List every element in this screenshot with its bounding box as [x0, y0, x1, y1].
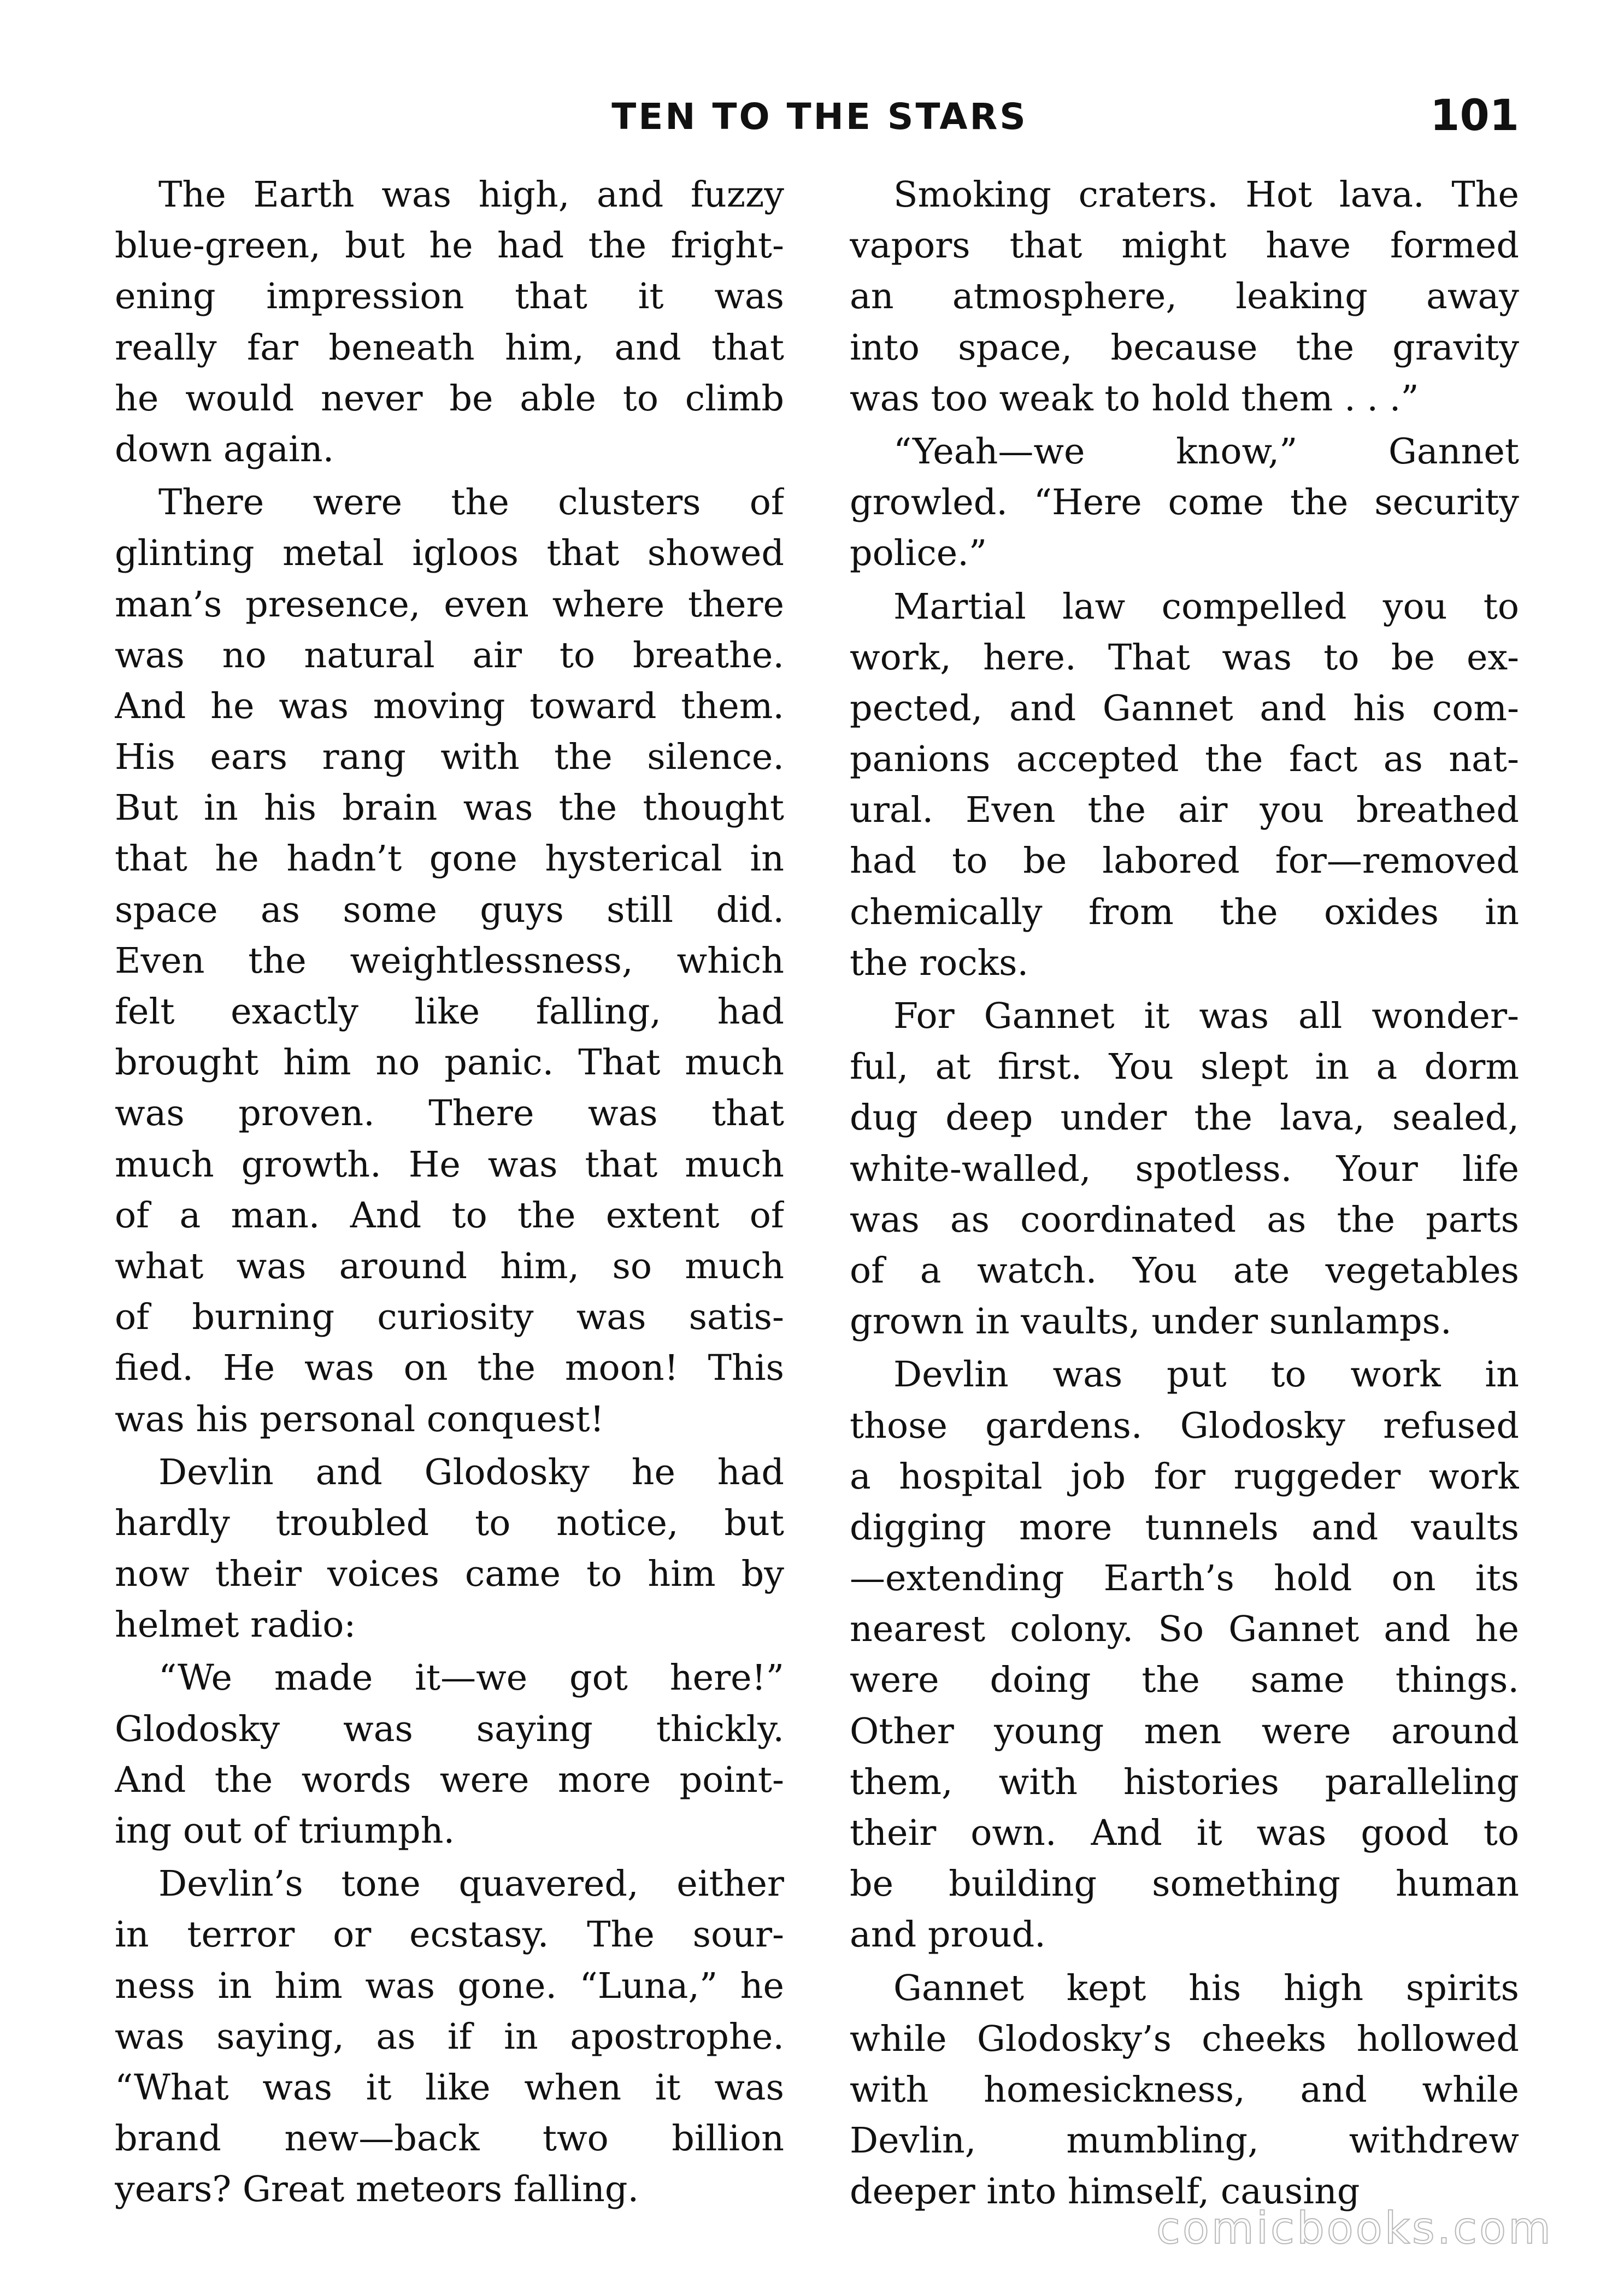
text-line: grown in vaults, under sunlamps.: [850, 1301, 1452, 1343]
right-column-paragraph: [850, 1963, 1519, 2218]
running-head: [120, 91, 1519, 150]
text-line: chemically from the oxides in: [850, 891, 1519, 933]
text-line: Devlin was put to work in: [893, 1354, 1519, 1396]
text-line: blue-green, but he had the fright-: [115, 225, 784, 267]
right-column-paragraph: [850, 991, 1519, 1347]
text-line: panions accepted the fact as nat-: [850, 739, 1519, 780]
left-column-paragraph: [115, 1652, 784, 1856]
text-line: of burning curiosity was satis-: [115, 1297, 784, 1338]
text-line: now their voices came to him by: [115, 1554, 784, 1595]
text-line: what was around him, so much: [115, 1245, 784, 1287]
text-line: helmet radio:: [115, 1604, 356, 1646]
text-line: fied. He was on the moon! This: [115, 1348, 784, 1389]
text-line: their own. And it was good to: [850, 1813, 1519, 1854]
text-line: years? Great meteors falling.: [115, 2169, 639, 2210]
right-column-paragraph: [850, 169, 1519, 424]
text-line: hardly troubled to notice, but: [115, 1502, 784, 1544]
text-line: glinting metal igloos that showed: [115, 533, 784, 574]
text-line: was proven. There was that: [115, 1093, 784, 1134]
right-column: [850, 169, 1519, 2220]
text-line: brought him no panic. That much: [115, 1042, 784, 1084]
text-line: nearest colony. So Gannet and he: [850, 1609, 1519, 1650]
left-column-paragraph: [115, 1447, 784, 1651]
text-line: of a watch. You ate vegetables: [850, 1250, 1519, 1291]
text-line: ing out of triumph.: [115, 1810, 455, 1851]
text-line: while Glodosky’s cheeks hollowed: [850, 2018, 1519, 2060]
text-line: had to be labored for—removed: [850, 840, 1519, 882]
text-line: and proud.: [850, 1914, 1046, 1956]
running-title: TEN TO THE STARS: [611, 96, 1028, 138]
text-line: Other young men were around: [850, 1710, 1519, 1752]
text-line: “Yeah—we know,” Gannet: [893, 431, 1519, 472]
text-line: And the words were more point-: [115, 1759, 784, 1801]
right-column-paragraph: [850, 581, 1519, 989]
text-line: There were the clusters of: [158, 482, 784, 524]
text-line: white-walled, spotless. Your life: [850, 1148, 1519, 1190]
text-line: into space, because the gravity: [850, 327, 1519, 368]
text-line: work, here. That was to be ex-: [850, 637, 1519, 678]
text-line: And he was moving toward them.: [115, 685, 784, 727]
text-line: were doing the same things.: [850, 1660, 1519, 1701]
text-line: much growth. He was that much: [115, 1144, 784, 1185]
text-line: a hospital job for ruggeder work: [850, 1456, 1519, 1497]
text-line: Devlin’s tone quavered, either: [158, 1863, 784, 1905]
text-line: felt exactly like falling, had: [115, 991, 784, 1032]
text-line: them, with histories paralleling: [850, 1761, 1519, 1803]
text-line: “What was it like when it was: [115, 2067, 784, 2108]
text-line: those gardens. Glodosky refused: [850, 1405, 1519, 1446]
text-line: Smoking craters. Hot lava. The: [893, 174, 1519, 215]
text-line: deeper into himself, causing: [850, 2171, 1360, 2213]
text-line: was saying, as if in apostrophe.: [115, 2016, 784, 2057]
text-line: in terror or ecstasy. The sour-: [115, 1914, 784, 1956]
text-line: —extending Earth’s hold on its: [850, 1558, 1519, 1599]
text-line: Devlin, mumbling, withdrew: [850, 2120, 1519, 2162]
text-line: with homesickness, and while: [850, 2069, 1519, 2110]
text-line: ful, at first. You slept in a dorm: [850, 1046, 1519, 1088]
text-line: ural. Even the air you breathed: [850, 790, 1519, 831]
text-line: be building something human: [850, 1863, 1519, 1905]
text-line: “We made it—we got here!”: [158, 1657, 784, 1699]
text-line: space as some guys still did.: [115, 889, 784, 931]
text-line: dug deep under the lava, sealed,: [850, 1097, 1519, 1139]
text-line: down again.: [115, 428, 334, 470]
left-column-paragraph: [115, 1858, 784, 2215]
right-column-paragraph: [850, 426, 1519, 579]
text-line: Devlin and Glodosky he had: [158, 1451, 784, 1493]
left-column: [115, 169, 784, 2218]
text-line: really far beneath him, and that: [115, 327, 784, 368]
text-line: of a man. And to the extent of: [115, 1195, 784, 1236]
text-line: ness in him was gone. “Luna,” he: [115, 1965, 784, 2007]
text-line: brand new—back two billion: [115, 2118, 784, 2160]
right-column-paragraph: [850, 1349, 1519, 1960]
page-number: 101: [1430, 91, 1519, 140]
left-column-paragraph: [115, 169, 784, 475]
text-line: The Earth was high, and fuzzy: [158, 174, 784, 215]
text-line: ening impression that it was: [115, 276, 784, 317]
text-line: was no natural air to breathe.: [115, 634, 784, 676]
text-line: was his personal conquest!: [115, 1398, 604, 1440]
text-line: Gannet kept his high spirits: [893, 1967, 1519, 2009]
text-line: was too weak to hold them . . .”: [850, 378, 1419, 419]
text-line: For Gannet it was all wonder-: [893, 996, 1519, 1037]
text-line: growled. “Here come the security: [850, 482, 1519, 524]
text-line: vapors that might have formed: [850, 225, 1519, 267]
text-line: police.”: [850, 533, 987, 574]
text-line: Martial law compelled you to: [893, 586, 1519, 627]
text-line: Even the weightlessness, which: [115, 940, 784, 981]
left-column-paragraph: [115, 477, 784, 1445]
text-line: Glodosky was saying thickly.: [115, 1708, 784, 1750]
text-line: But in his brain was the thought: [115, 787, 784, 829]
text-line: the rocks.: [850, 942, 1029, 984]
text-line: pected, and Gannet and his com-: [850, 687, 1519, 729]
text-line: that he hadn’t gone hysterical in: [115, 838, 784, 880]
text-line: His ears rang with the silence.: [115, 737, 784, 778]
text-line: he would never be able to climb: [115, 378, 784, 419]
text-line: digging more tunnels and vaults: [850, 1507, 1519, 1548]
text-line: man’s presence, even where there: [115, 584, 784, 625]
text-line: was as coordinated as the parts: [850, 1199, 1519, 1240]
watermark: comicbooks.com: [1156, 2203, 1553, 2254]
text-line: an atmosphere, leaking away: [850, 276, 1519, 317]
